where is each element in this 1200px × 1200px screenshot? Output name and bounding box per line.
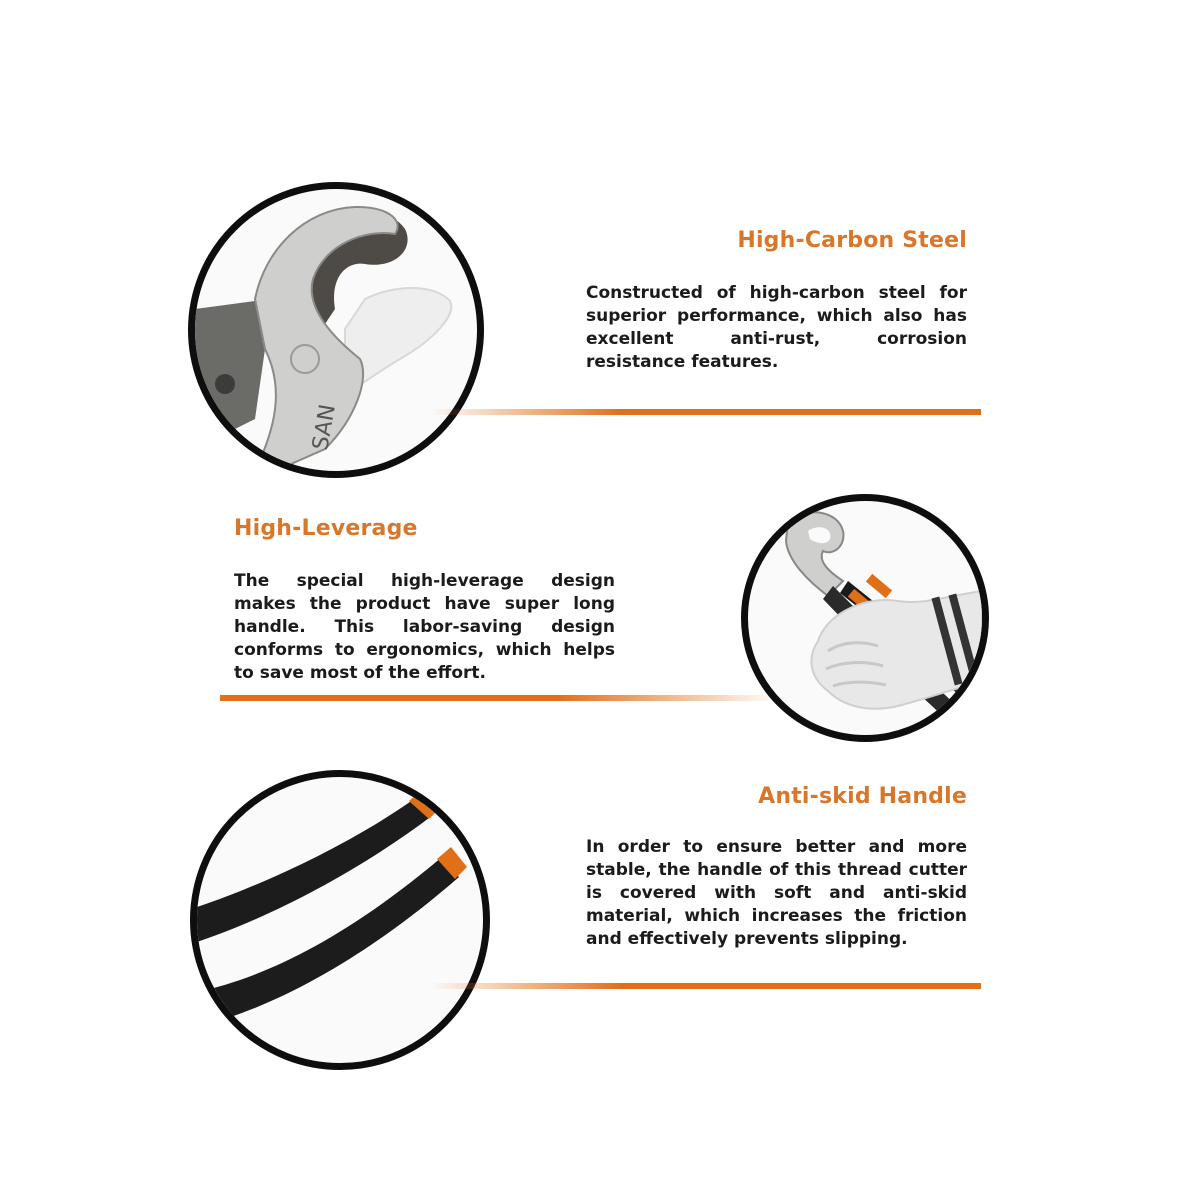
feature-high-leverage [0,470,1200,740]
section-divider [430,983,981,989]
feature-title: Anti-skid Handle [758,784,967,809]
feature-description: In order to ensure better and more stable, the handle of this thread cutter is covered with soft and anti-skid material, which increases the friction and effectively prevents slipping. [586,837,967,949]
feature-anti-skid-handle [0,740,1200,1200]
blade-brand-text: SAN [308,402,341,453]
section-divider [430,409,981,415]
feature-high-carbon-steel [0,0,1200,470]
feature-description: The special high-leverage design makes the product have super long handle. This labor-saving design conforms to ergonomics, which helps to save most of the effort. [234,571,615,683]
hand-holding-cutter-icon [741,494,989,742]
feature-description: Constructed of high-carbon steel for superior performance, which also has excellent anti-rust, corrosion resistance features. [586,283,967,372]
cutter-jaw-closeup-icon [188,182,484,478]
feature-title: High-Leverage [234,516,418,541]
feature-title: High-Carbon Steel [737,228,967,253]
section-divider [220,695,780,701]
handle-grips-closeup-icon [190,770,490,1070]
